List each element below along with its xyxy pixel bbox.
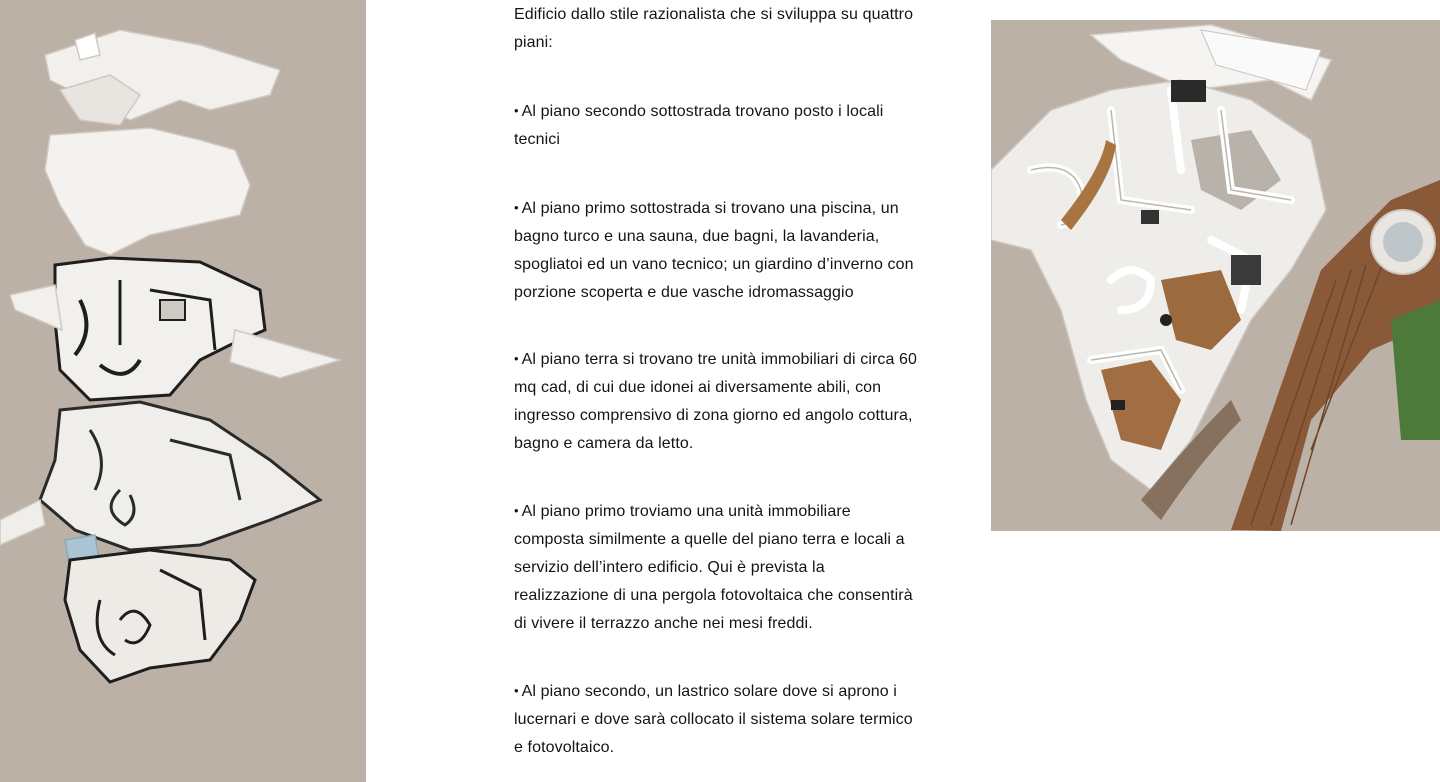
ground-floor-plan [10, 258, 340, 400]
intro-paragraph: Edificio dallo stile razionalista che si sviluppa su quattro piani: [514, 6, 914, 51]
bullet-dot: • [514, 351, 519, 366]
building-render-image [991, 20, 1440, 531]
bullet-item [514, 97, 919, 154]
bullet-text: Al piano secondo sottostrada trovano posto i locali tecnici [514, 103, 884, 148]
exploded-floor-plans-image [0, 0, 366, 782]
bullet-text: Al piano primo troviamo una unità immobiliare composta similmente a quelle del piano terra e locali a servizio dell’intero edificio. Qui è prevista la realizzazione di una pergola fotovoltaica che consentirà di vivere il terrazzo anche nei mesi freddi. [514, 503, 913, 632]
bullet-dot: • [514, 503, 519, 518]
bullet-item [514, 497, 919, 638]
first-basement-plan [0, 402, 320, 570]
bullet-item [514, 677, 919, 762]
bullet-text: Al piano terra si trovano tre unità immobiliari di circa 60 mq cad, di cui due idonei ai diversamente abili, con ingresso comprensivo di zona giorno ed angolo cottura, bagno e camera da letto. [514, 351, 918, 452]
bullet-dot: • [514, 200, 519, 215]
terrace-level-plan [45, 128, 250, 255]
bullet-item [514, 345, 919, 458]
bullet-text: Al piano primo sottostrada si trovano una piscina, un bagno turco e una sauna, due bagni, la lavanderia, spogliatoi ed un vano tecnico; un giardino d’inverno con porzione scoperta e due vasche idromassaggio [514, 200, 914, 301]
bullet-dot: • [514, 103, 519, 118]
bullet-text: Al piano secondo, un lastrico solare dove si aprono i lucernari e dove sarà collocato il sistema solare termico e fotovoltaico. [514, 683, 913, 756]
bullet-item [514, 194, 919, 307]
exploded-plans-illustration [0, 0, 366, 782]
building-render-illustration [991, 20, 1440, 531]
roof-level-plan [45, 30, 280, 125]
second-basement-plan [65, 550, 255, 682]
bullet-dot: • [514, 683, 519, 698]
